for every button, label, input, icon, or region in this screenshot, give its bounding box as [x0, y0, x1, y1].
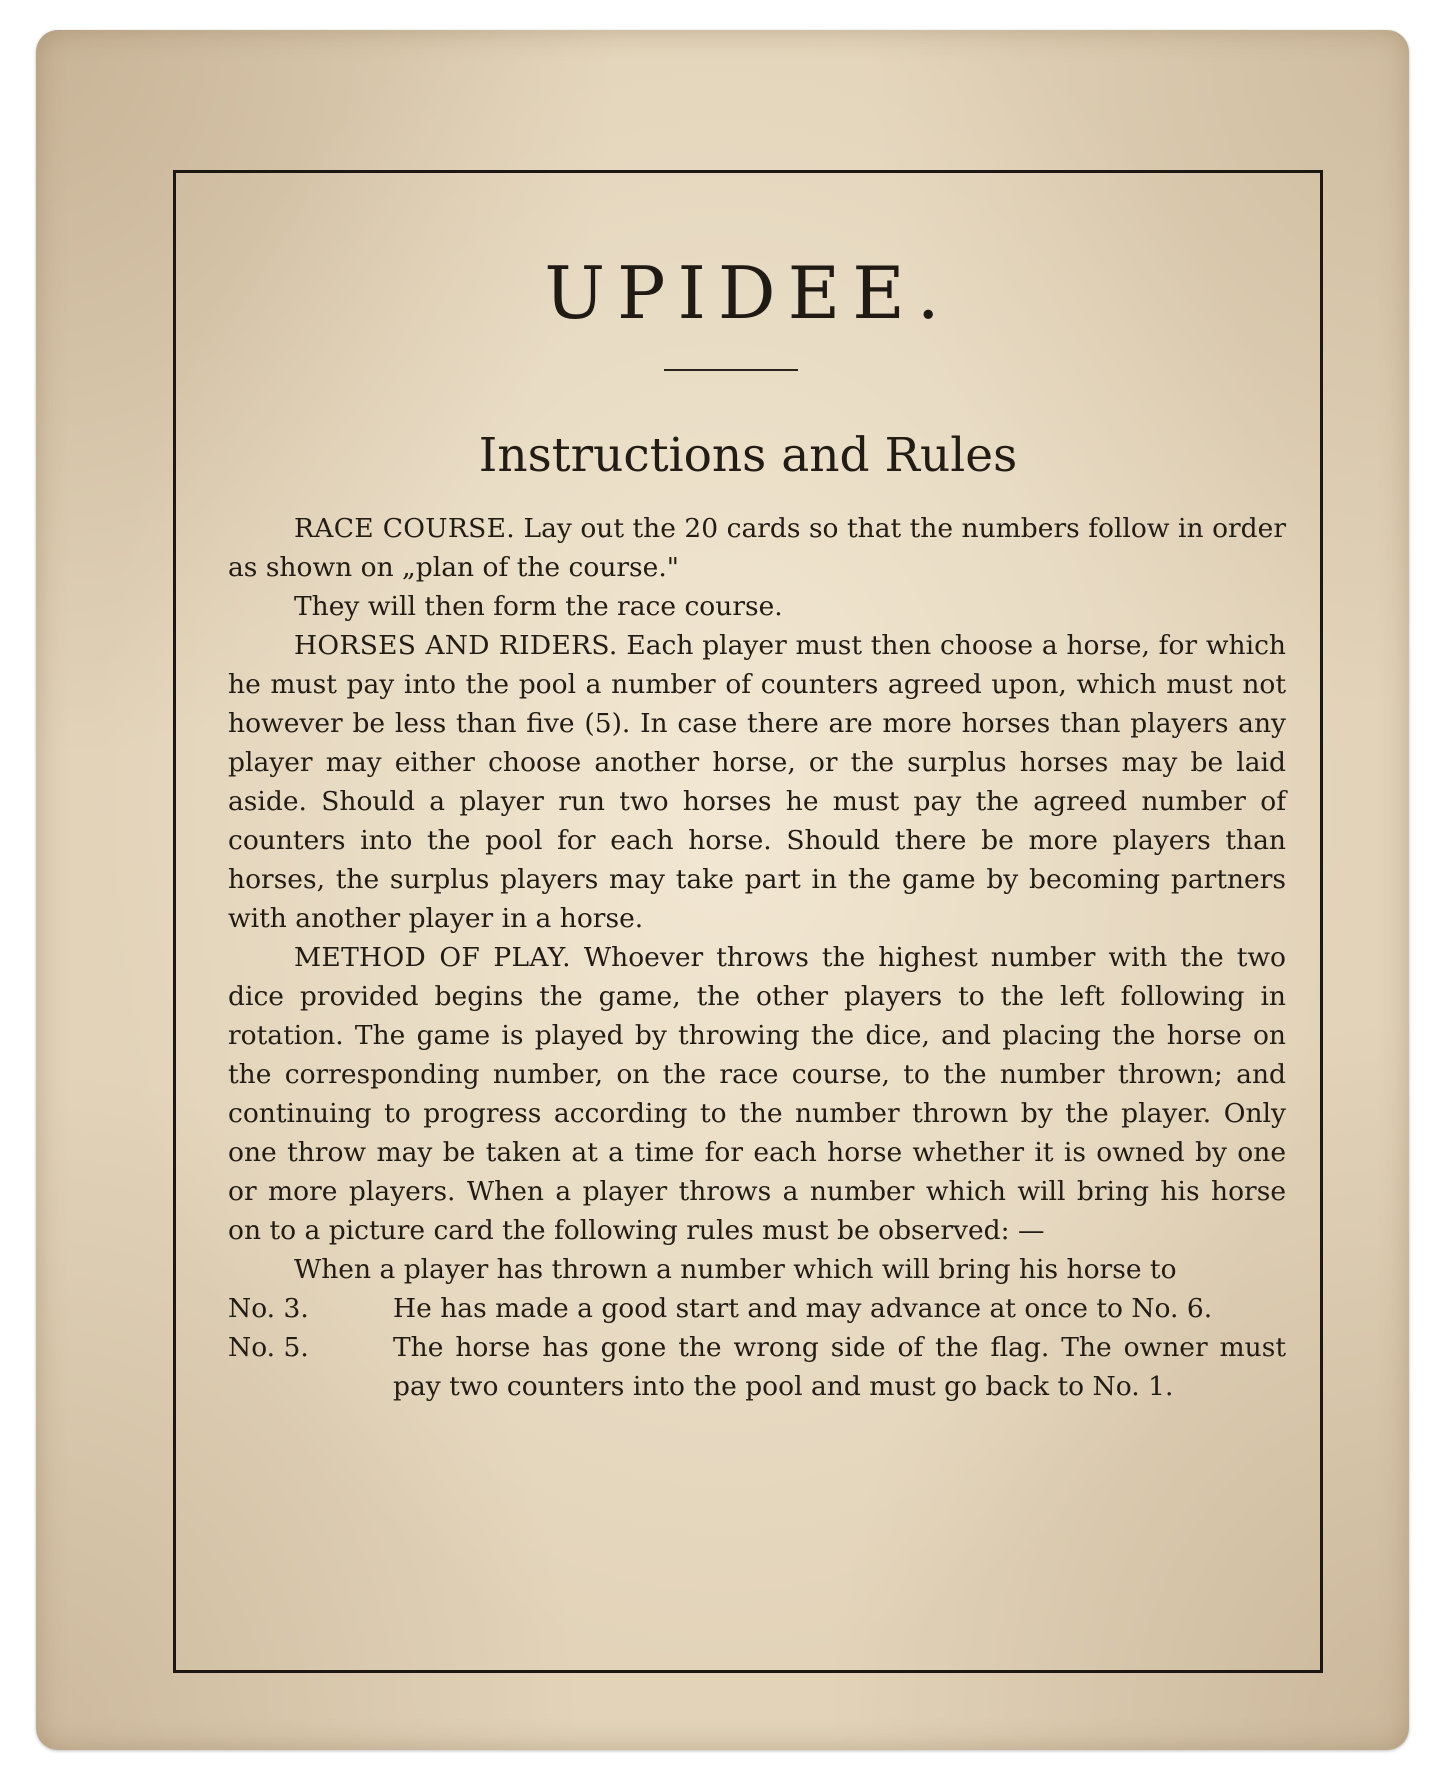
page-subtitle: Instructions and Rules — [478, 428, 1018, 483]
paragraph-method-of-play — [228, 938, 1286, 1250]
section-heading-method-of-play: METHOD OF PLAY. — [294, 942, 571, 973]
section-heading-horses-and-riders: HORSES AND RIDERS. — [294, 630, 618, 661]
title-divider — [664, 369, 798, 371]
paragraph-race-course — [228, 509, 1286, 587]
paragraph-text: Whoever throws the highest number with the two dice provided begins the game, the other players to the left following in rotation. The game is played by throwing the dice, and placing the horse on the corresponding number, on the race course, to the number thrown; and continuing to progress according to the number thrown by the player. Only one throw may be taken at a time for each horse whether it is owned by one or more players. When a player throws a number which will bring his horse on to a picture card the following rules must be observed: — — [228, 942, 1286, 1246]
paragraph-text: They will then form the race course. — [294, 591, 783, 622]
rule-number: No. 3. — [228, 1293, 309, 1324]
paragraph-race-course-continued — [228, 587, 1286, 626]
rule-text: He has made a good start and may advance at once to No. 6. — [393, 1293, 1213, 1324]
paragraph-picture-card-intro — [228, 1250, 1286, 1289]
paragraph-text: Lay out the 20 cards so that the numbers follow in order as shown on „plan of the course." — [228, 513, 1286, 583]
rule-item-no-3 — [228, 1289, 1286, 1328]
page-title: UPIDEE. — [544, 251, 952, 335]
section-heading-race-course: RACE COURSE. — [294, 513, 516, 544]
paragraph-horses-and-riders — [228, 626, 1286, 938]
rule-number: No. 5. — [228, 1332, 309, 1363]
paragraph-text: When a player has thrown a number which will bring his horse to — [294, 1254, 1177, 1285]
paragraph-text: Each player must then choose a horse, for which he must pay into the pool a number of counters agreed upon, which must not however be less than five (5). In case there are more horses than players any player may either choose another horse, or the surplus horses may be laid aside. Should a player run two horses he must pay the agreed number of counters into the pool for each horse. Should there be more players than horses, the surplus players may take part in the game by becoming partners with another player in a horse. — [228, 630, 1286, 934]
page-border — [173, 170, 1323, 1673]
rule-text: The horse has gone the wrong side of the flag. The owner must pay two counters into the pool and must go back to No. 1. — [393, 1332, 1286, 1402]
rule-item-no-5 — [228, 1328, 1286, 1406]
rules-body — [228, 509, 1286, 1406]
game-rules-card — [36, 30, 1409, 1750]
